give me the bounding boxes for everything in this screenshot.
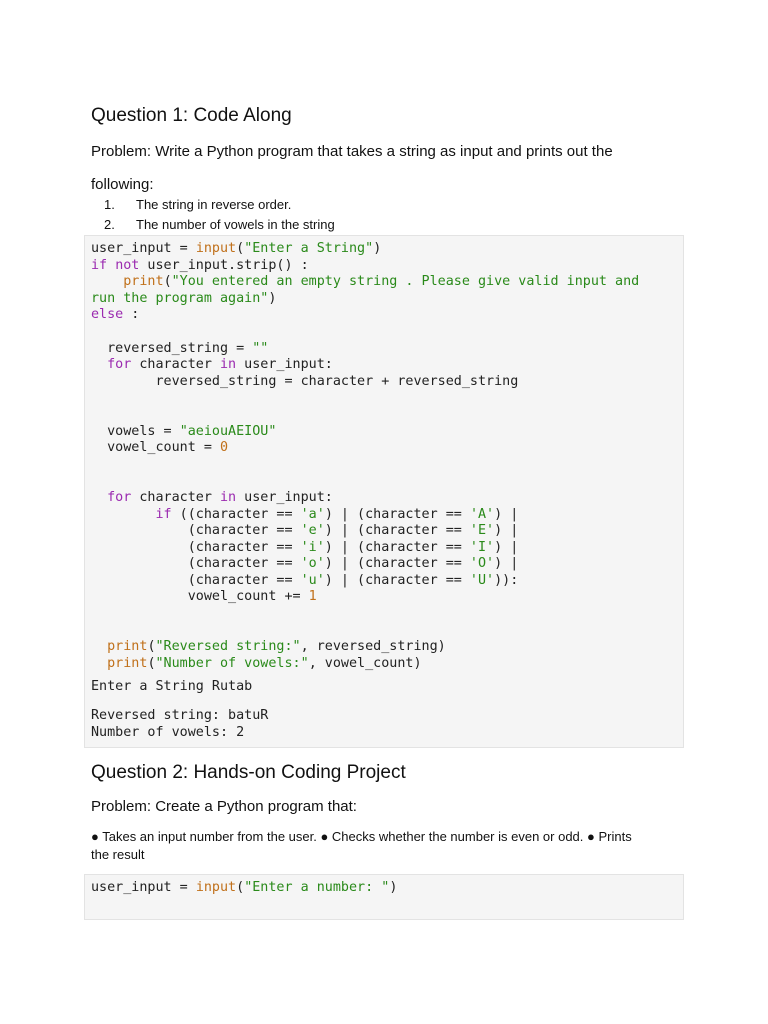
code-token: (	[147, 655, 156, 671]
code-token: vowel_count +=	[91, 589, 309, 605]
code-token: ) | (character ==	[324, 539, 470, 555]
code-token: , vowel_count)	[308, 655, 422, 671]
code-token: ) | (character ==	[324, 506, 470, 522]
code-token	[91, 507, 156, 522]
code-token: 'A'	[469, 506, 495, 522]
code-token: 'e'	[300, 523, 325, 539]
question-1-output-result: Reversed string: batuR Number of vowels: 2	[91, 708, 269, 740]
code-token: )	[373, 241, 382, 256]
code-line	[91, 274, 639, 289]
list-item: The string in reverse order.	[136, 197, 292, 212]
code-token: "You entered an empty string . Please give valid input and	[171, 274, 640, 290]
code-line	[91, 656, 422, 671]
code-token: , reversed_string)	[300, 639, 446, 655]
code-token	[91, 656, 107, 671]
question-2-code	[91, 880, 397, 897]
code-token: "Enter a number: "	[244, 880, 390, 895]
code-token: 'O'	[469, 556, 495, 572]
question-1-code	[91, 241, 639, 672]
code-token: :	[123, 307, 140, 323]
code-token: 'I'	[469, 539, 495, 555]
code-token: "aeiouAEIOU"	[179, 423, 277, 439]
code-token: input	[195, 241, 237, 256]
code-token: reversed_string = character + reversed_string	[91, 373, 519, 389]
code-token: ""	[252, 340, 269, 356]
code-token: (character ==	[91, 556, 301, 572]
code-token: print	[107, 655, 148, 671]
code-token: (character ==	[91, 572, 301, 588]
code-line	[91, 241, 381, 256]
code-line	[91, 341, 268, 356]
code-line	[91, 374, 518, 389]
code-token: vowel_count =	[91, 440, 220, 456]
code-line	[91, 258, 309, 273]
code-token: not	[115, 257, 140, 273]
code-token: for	[107, 357, 132, 373]
code-token: for	[107, 489, 132, 505]
code-token: 1	[308, 589, 317, 605]
code-token	[91, 357, 107, 372]
code-token: print	[123, 274, 164, 290]
code-token: )):	[494, 572, 519, 588]
code-token: 0	[220, 440, 229, 456]
code-line	[91, 307, 139, 322]
code-token: (	[236, 880, 245, 895]
code-token: "Enter a String"	[244, 241, 374, 256]
question-2-bullets-line-2: the result	[91, 847, 145, 862]
question-1-code-block	[84, 235, 684, 748]
question-1-output-prompt: Enter a String Rutab	[91, 679, 253, 694]
code-token: user_input.strip() :	[139, 257, 309, 273]
list-item-number: 2.	[104, 217, 115, 232]
code-token: character	[131, 489, 220, 505]
code-token: 'u'	[300, 572, 325, 588]
code-line	[91, 523, 518, 538]
code-token: vowels =	[91, 423, 180, 439]
code-line	[91, 573, 518, 588]
code-line	[91, 589, 317, 604]
code-token: 'i'	[300, 539, 325, 555]
code-token: if	[155, 506, 172, 522]
code-token: print	[107, 639, 148, 655]
code-token: character	[131, 357, 220, 373]
question-1-title: Question 1: Code Along	[91, 105, 292, 126]
code-token: "Reversed string:"	[155, 639, 301, 655]
code-token: user_input:	[236, 357, 333, 373]
code-line	[91, 440, 228, 455]
code-token: input	[195, 880, 237, 895]
code-token: ((character ==	[171, 506, 301, 522]
code-token: ) | (character ==	[324, 556, 470, 572]
list-item: The number of vowels in the string	[136, 217, 335, 232]
code-token: ) |	[494, 556, 519, 572]
code-line	[91, 291, 276, 306]
code-line	[91, 540, 518, 555]
code-token: 'o'	[300, 556, 325, 572]
code-token	[107, 258, 115, 273]
code-token: (character ==	[91, 539, 301, 555]
code-token: (	[236, 241, 245, 256]
code-line	[91, 424, 276, 439]
code-token: ) | (character ==	[324, 523, 470, 539]
question-2-code-block	[84, 874, 684, 920]
code-token: )	[389, 880, 398, 895]
code-token: in	[220, 357, 237, 373]
code-line	[91, 490, 333, 505]
code-token: else	[91, 307, 124, 323]
question-1-problem-line-1: Problem: Write a Python program that takes a string as input and prints out the	[91, 143, 613, 160]
code-token: user_input:	[236, 489, 333, 505]
code-line	[91, 357, 333, 372]
question-2-problem: Problem: Create a Python program that:	[91, 798, 357, 815]
code-token: ) | (character ==	[324, 572, 470, 588]
code-token: ) |	[494, 523, 519, 539]
code-line	[91, 556, 518, 571]
code-token: (	[147, 639, 156, 655]
code-line	[91, 507, 518, 522]
code-token: )	[268, 290, 277, 306]
question-2-bullets-line-1: ● Takes an input number from the user. ● Checks whether the number is even or odd. ● Prints	[91, 829, 632, 844]
code-token: 'a'	[300, 506, 325, 522]
code-token	[91, 490, 107, 505]
question-1-problem-line-2: following:	[91, 176, 154, 193]
code-token	[91, 274, 123, 289]
code-token: if	[91, 257, 108, 273]
code-line	[91, 639, 446, 654]
code-token: (	[163, 274, 172, 290]
code-token: user_input =	[91, 880, 196, 895]
code-token: reversed_string =	[91, 340, 253, 356]
code-line	[91, 880, 397, 895]
code-token: "Number of vowels:"	[155, 655, 309, 671]
code-token: 'U'	[469, 572, 495, 588]
code-token: user_input =	[91, 241, 196, 256]
list-item-number: 1.	[104, 197, 115, 212]
code-token	[91, 639, 107, 654]
code-token: run the program again"	[91, 290, 269, 306]
code-token: 'E'	[469, 523, 495, 539]
code-token: ) |	[494, 539, 519, 555]
question-2-title: Question 2: Hands-on Coding Project	[91, 762, 406, 783]
code-token: (character ==	[91, 523, 301, 539]
code-token: ) |	[494, 506, 519, 522]
code-token: in	[220, 489, 237, 505]
